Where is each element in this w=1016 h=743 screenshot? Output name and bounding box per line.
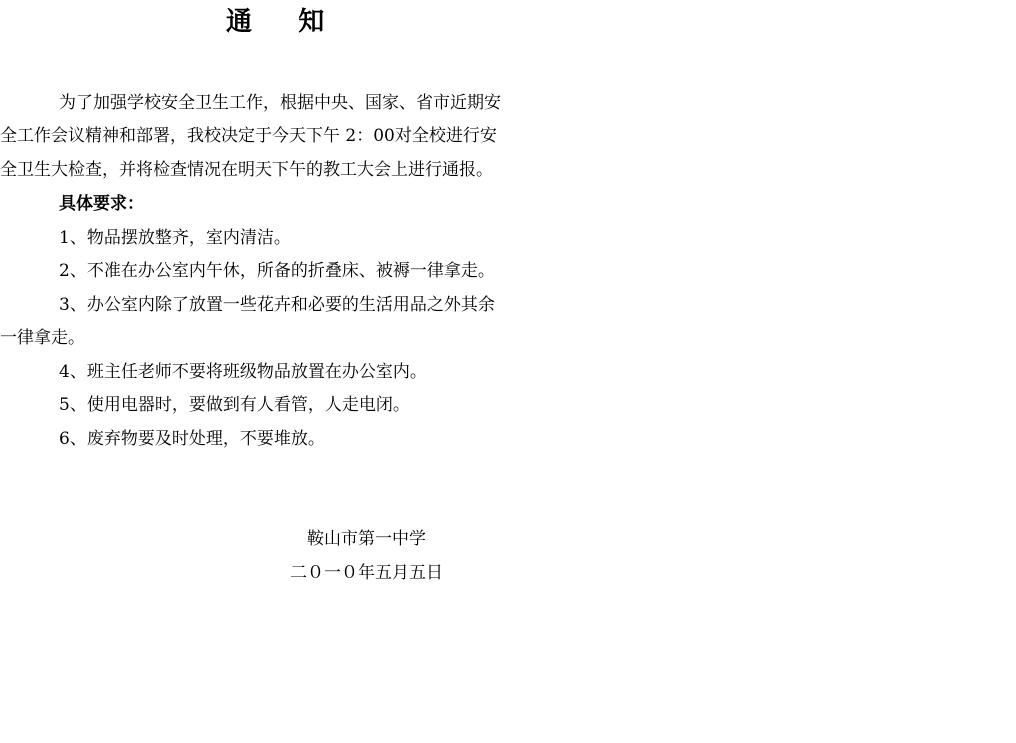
signature-organization: 鞍山市第一中学 <box>307 529 426 549</box>
paragraph-line-1: 为了加强学校安全卫生工作，根据中央、国家、省市近期安 <box>59 93 501 113</box>
requirement-item-1: 1、物品摆放整齐，室内清洁。 <box>59 228 291 248</box>
requirement-item-5: 5、使用电器时，要做到有人看管，人走电闭。 <box>59 395 410 415</box>
requirements-heading: 具体要求： <box>59 194 144 214</box>
requirement-item-2: 2、不准在办公室内午休，所备的折叠床、被褥一律拿走。 <box>59 261 495 281</box>
paragraph-line-3: 全卫生大检查，并将检查情况在明天下午的教工大会上进行通报。 <box>0 160 493 180</box>
paragraph-line-2: 全工作会议精神和部署，我校决定于今天下午 2：00对全校进行安 <box>0 126 497 146</box>
notice-title: 通 知 <box>226 7 327 37</box>
requirement-item-3: 3、办公室内除了放置一些花卉和必要的生活用品之外其余 <box>59 295 495 315</box>
signature-date: 二０一０年五月五日 <box>290 563 443 583</box>
requirement-item-6: 6、废弃物要及时处理，不要堆放。 <box>59 429 325 449</box>
requirement-item-3-continued: 一律拿走。 <box>0 328 85 348</box>
requirement-item-4: 4、班主任老师不要将班级物品放置在办公室内。 <box>59 362 427 382</box>
